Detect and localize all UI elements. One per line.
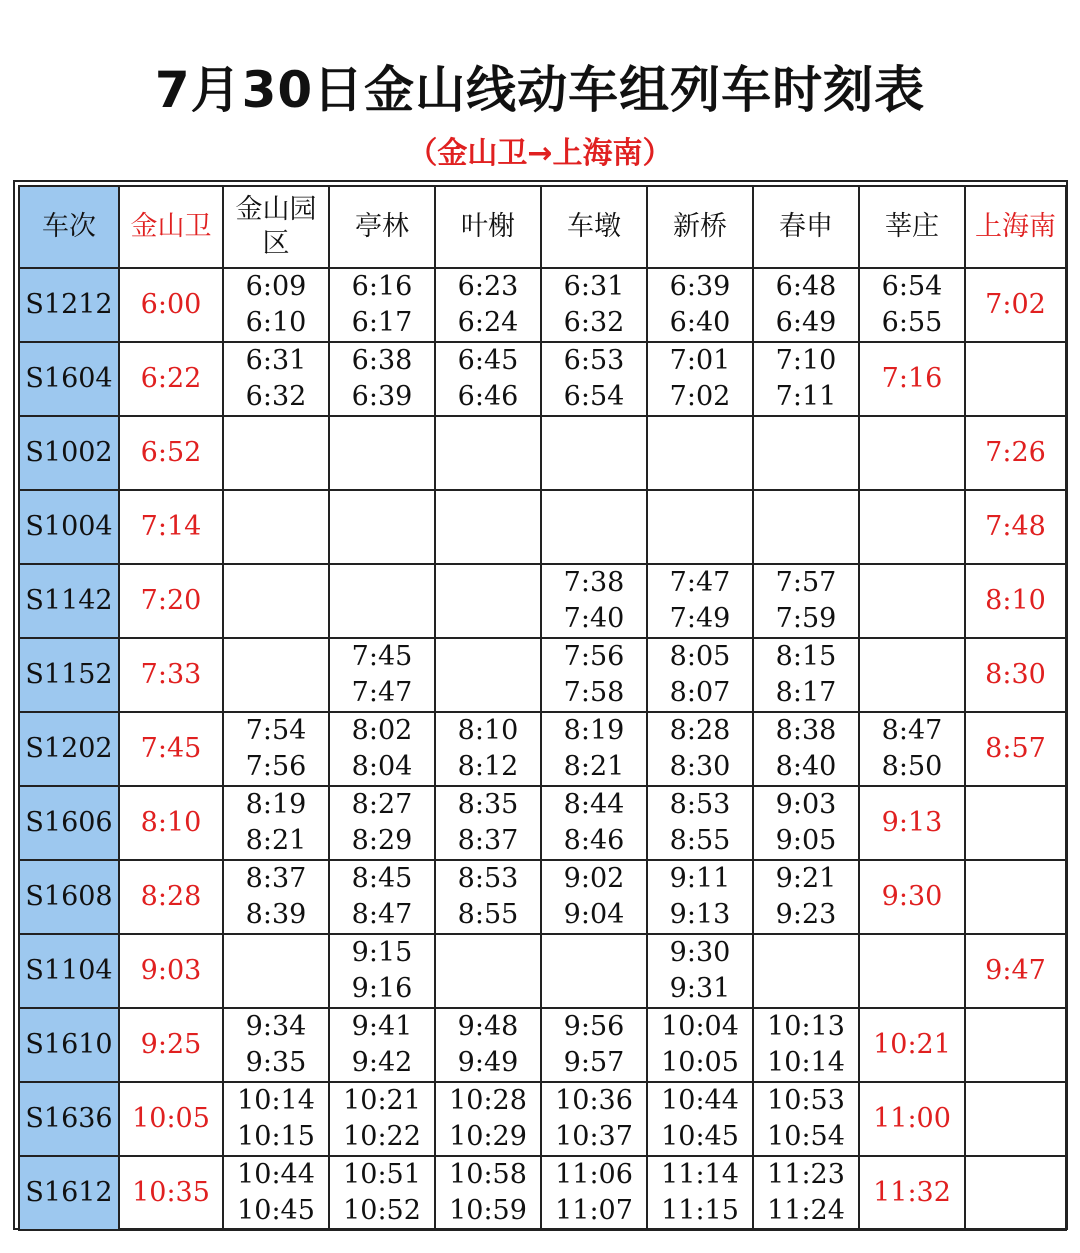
arrival-time: 10:13 [767, 1011, 845, 1042]
header-row [19, 186, 1066, 268]
arrival-time: 8:05 [669, 641, 731, 672]
arrival-time: 6:09 [245, 271, 307, 302]
xinzhuang-terminal-cell: 7:16 [859, 342, 965, 416]
stop-time-cell [329, 564, 435, 638]
jinshanwei-departure-cell: 8:10 [119, 786, 223, 860]
shanghainan-arrival-cell: 9:47 [965, 934, 1066, 1008]
jinshanwei-departure-cell: 7:20 [119, 564, 223, 638]
route-subtitle: （金山卫→上海南） [407, 136, 673, 171]
jinshanwei-departure-cell: 6:22 [119, 342, 223, 416]
stop-time-cell [223, 786, 329, 860]
departure-time: 8:07 [669, 677, 731, 708]
stop-time-cell [435, 268, 541, 342]
arrival-time: 7:01 [669, 345, 731, 376]
shanghainan-arrival-cell [965, 1008, 1066, 1082]
arrival-time: 8:44 [563, 789, 625, 820]
arrival-time: 9:56 [563, 1011, 625, 1042]
stop-time-cell [859, 712, 965, 786]
stop-time-cell [753, 564, 859, 638]
jinshanwei-departure-cell: 8:28 [119, 860, 223, 934]
arrival-time: 9:02 [563, 863, 625, 894]
arrival-time: 9:34 [245, 1011, 307, 1042]
arrival-time: 10:51 [343, 1159, 421, 1190]
shanghainan-arrival-cell [965, 342, 1066, 416]
stop-time-cell [753, 342, 859, 416]
stop-time-cell [859, 934, 965, 1008]
stop-time-cell [223, 712, 329, 786]
xinzhuang-terminal-cell: 10:21 [859, 1008, 965, 1082]
table-row [19, 860, 1066, 934]
stop-time-cell [435, 860, 541, 934]
arrival-time: 7:10 [775, 345, 837, 376]
timetable-body [19, 268, 1066, 1230]
header-yexie: 叶榭 [435, 186, 541, 268]
stop-time-cell [329, 934, 435, 1008]
arrival-time: 10:44 [661, 1085, 739, 1116]
shanghainan-arrival-cell [965, 1082, 1066, 1156]
stop-time-cell [223, 564, 329, 638]
departure-time: 9:57 [563, 1047, 625, 1078]
table-row [19, 564, 1066, 638]
arrival-time: 9:30 [669, 937, 731, 968]
shanghainan-arrival-cell: 8:30 [965, 638, 1066, 712]
arrival-time: 8:28 [669, 715, 731, 746]
departure-time: 9:31 [669, 973, 731, 1004]
departure-time: 9:05 [775, 825, 837, 856]
stop-time-cell [541, 786, 647, 860]
stop-time-cell [541, 1156, 647, 1230]
arrival-time: 8:35 [457, 789, 519, 820]
table-row [19, 268, 1066, 342]
stop-time-cell [753, 860, 859, 934]
xinzhuang-terminal-cell: 11:32 [859, 1156, 965, 1230]
train-number-cell: S1202 [19, 712, 119, 786]
stop-time-cell [541, 342, 647, 416]
xinzhuang-terminal-cell: 9:13 [859, 786, 965, 860]
stop-time-cell [541, 638, 647, 712]
stop-time-cell [647, 268, 753, 342]
train-number-cell: S1612 [19, 1156, 119, 1230]
jinshanwei-departure-cell: 9:03 [119, 934, 223, 1008]
shanghainan-arrival-cell [965, 786, 1066, 860]
departure-time: 7:49 [669, 603, 731, 634]
stop-time-cell [435, 1156, 541, 1230]
departure-time: 10:37 [555, 1121, 633, 1152]
table-row [19, 786, 1066, 860]
shanghainan-arrival-cell [965, 1156, 1066, 1230]
stop-time-cell [647, 1082, 753, 1156]
arrival-time: 9:11 [669, 863, 731, 894]
departure-time: 6:17 [351, 307, 413, 338]
departure-time: 11:07 [555, 1195, 633, 1226]
arrival-time: 7:47 [669, 567, 731, 598]
arrival-time: 8:02 [351, 715, 413, 746]
departure-time: 11:15 [661, 1195, 739, 1226]
departure-time: 9:49 [457, 1047, 519, 1078]
departure-time: 8:55 [669, 825, 731, 856]
timetable-frame [13, 180, 1068, 1230]
stop-time-cell [647, 1008, 753, 1082]
departure-time: 8:21 [563, 751, 625, 782]
stop-time-cell [541, 934, 647, 1008]
departure-time: 6:55 [881, 307, 943, 338]
arrival-time: 6:45 [457, 345, 519, 376]
stop-time-cell [753, 1082, 859, 1156]
stop-time-cell [647, 786, 753, 860]
table-row [19, 416, 1066, 490]
stop-time-cell [541, 490, 647, 564]
arrival-time: 10:36 [555, 1085, 633, 1116]
stop-time-cell [223, 1082, 329, 1156]
departure-time: 8:29 [351, 825, 413, 856]
arrival-time: 10:28 [449, 1085, 527, 1116]
jinshanwei-departure-cell: 7:45 [119, 712, 223, 786]
stop-time-cell [753, 490, 859, 564]
train-number-cell: S1002 [19, 416, 119, 490]
arrival-time: 6:16 [351, 271, 413, 302]
header-jinshanwei: 金山卫 [119, 186, 223, 268]
departure-time: 6:24 [457, 307, 519, 338]
stop-time-cell [647, 860, 753, 934]
stop-time-cell [223, 638, 329, 712]
table-row [19, 712, 1066, 786]
arrival-time: 6:39 [669, 271, 731, 302]
stop-time-cell [647, 1156, 753, 1230]
stop-time-cell [647, 416, 753, 490]
stop-time-cell [223, 934, 329, 1008]
arrival-time: 9:48 [457, 1011, 519, 1042]
departure-time: 10:22 [343, 1121, 421, 1152]
departure-time: 8:50 [881, 751, 943, 782]
shanghainan-arrival-cell [965, 860, 1066, 934]
departure-time: 9:42 [351, 1047, 413, 1078]
arrival-time: 7:54 [245, 715, 307, 746]
departure-time: 10:59 [449, 1195, 527, 1226]
stop-time-cell [859, 416, 965, 490]
arrival-time: 6:38 [351, 345, 413, 376]
stop-time-cell [647, 490, 753, 564]
header-jinshan-industrial-park: 金山园区 [223, 186, 329, 268]
arrival-time: 6:54 [881, 271, 943, 302]
table-row [19, 934, 1066, 1008]
departure-time: 10:45 [237, 1195, 315, 1226]
departure-time: 9:23 [775, 899, 837, 930]
stop-time-cell [435, 416, 541, 490]
departure-time: 10:54 [767, 1121, 845, 1152]
shanghainan-arrival-cell: 8:10 [965, 564, 1066, 638]
departure-time: 7:40 [563, 603, 625, 634]
arrival-time: 8:37 [245, 863, 307, 894]
stop-time-cell [859, 268, 965, 342]
arrival-time: 11:14 [661, 1159, 739, 1190]
stop-time-cell [753, 638, 859, 712]
departure-time: 6:46 [457, 381, 519, 412]
stop-time-cell [753, 416, 859, 490]
header-tinglin: 亭林 [329, 186, 435, 268]
stop-time-cell [435, 1082, 541, 1156]
stop-time-cell [223, 860, 329, 934]
stop-time-cell [223, 490, 329, 564]
stop-time-cell [329, 1008, 435, 1082]
departure-time: 7:58 [563, 677, 625, 708]
departure-time: 8:40 [775, 751, 837, 782]
departure-time: 8:12 [457, 751, 519, 782]
header-xinzhuang: 莘庄 [859, 186, 965, 268]
arrival-time: 8:19 [563, 715, 625, 746]
table-row [19, 1008, 1066, 1082]
shanghainan-arrival-cell: 7:26 [965, 416, 1066, 490]
arrival-time: 6:31 [563, 271, 625, 302]
stop-time-cell [435, 1008, 541, 1082]
departure-time: 11:24 [767, 1195, 845, 1226]
departure-time: 7:47 [351, 677, 413, 708]
departure-time: 8:39 [245, 899, 307, 930]
arrival-time: 8:47 [881, 715, 943, 746]
jinshanwei-departure-cell: 6:52 [119, 416, 223, 490]
stop-time-cell [753, 268, 859, 342]
xinzhuang-terminal-cell: 9:30 [859, 860, 965, 934]
departure-time: 7:59 [775, 603, 837, 634]
header-train-number: 车次 [19, 186, 119, 268]
arrival-time: 8:38 [775, 715, 837, 746]
stop-time-cell [223, 342, 329, 416]
stop-time-cell [541, 416, 647, 490]
departure-time: 10:52 [343, 1195, 421, 1226]
departure-time: 9:13 [669, 899, 731, 930]
departure-time: 8:30 [669, 751, 731, 782]
stop-time-cell [329, 638, 435, 712]
arrival-time: 7:57 [775, 567, 837, 598]
train-number-cell: S1004 [19, 490, 119, 564]
departure-time: 6:32 [245, 381, 307, 412]
stop-time-cell [329, 342, 435, 416]
header-shanghainan: 上海南 [965, 186, 1066, 268]
stop-time-cell [753, 1008, 859, 1082]
departure-time: 10:45 [661, 1121, 739, 1152]
departure-time: 7:11 [775, 381, 837, 412]
stop-time-cell [541, 712, 647, 786]
departure-time: 9:35 [245, 1047, 307, 1078]
train-number-cell: S1212 [19, 268, 119, 342]
train-number-cell: S1608 [19, 860, 119, 934]
stop-time-cell [329, 268, 435, 342]
departure-time: 8:17 [775, 677, 837, 708]
arrival-time: 10:44 [237, 1159, 315, 1190]
table-row [19, 1082, 1066, 1156]
departure-time: 6:40 [669, 307, 731, 338]
table-row [19, 1156, 1066, 1230]
arrival-time: 6:53 [563, 345, 625, 376]
departure-time: 8:55 [457, 899, 519, 930]
stop-time-cell [223, 1156, 329, 1230]
stop-time-cell [647, 342, 753, 416]
stop-time-cell [859, 490, 965, 564]
departure-time: 6:49 [775, 307, 837, 338]
train-number-cell: S1142 [19, 564, 119, 638]
stop-time-cell [435, 712, 541, 786]
shanghainan-arrival-cell: 8:57 [965, 712, 1066, 786]
departure-time: 6:54 [563, 381, 625, 412]
train-number-cell: S1152 [19, 638, 119, 712]
departure-time: 6:32 [563, 307, 625, 338]
table-row [19, 490, 1066, 564]
departure-time: 9:16 [351, 973, 413, 1004]
stop-time-cell [753, 712, 859, 786]
header-xinqiao: 新桥 [647, 186, 753, 268]
stop-time-cell [223, 416, 329, 490]
stop-time-cell [859, 638, 965, 712]
stop-time-cell [329, 1156, 435, 1230]
departure-time: 8:21 [245, 825, 307, 856]
arrival-time: 6:23 [457, 271, 519, 302]
stop-time-cell [753, 786, 859, 860]
xinzhuang-terminal-cell: 11:00 [859, 1082, 965, 1156]
departure-time: 7:56 [245, 751, 307, 782]
stop-time-cell [753, 934, 859, 1008]
departure-time: 10:05 [661, 1047, 739, 1078]
stop-time-cell [647, 934, 753, 1008]
arrival-time: 8:27 [351, 789, 413, 820]
departure-time: 8:47 [351, 899, 413, 930]
jinshanwei-departure-cell: 9:25 [119, 1008, 223, 1082]
stop-time-cell [223, 268, 329, 342]
stop-time-cell [329, 786, 435, 860]
stop-time-cell [541, 268, 647, 342]
arrival-time: 7:38 [563, 567, 625, 598]
arrival-time: 7:56 [563, 641, 625, 672]
train-number-cell: S1636 [19, 1082, 119, 1156]
arrival-time: 7:45 [351, 641, 413, 672]
header-chunshen: 春申 [753, 186, 859, 268]
arrival-time: 6:31 [245, 345, 307, 376]
train-number-cell: S1104 [19, 934, 119, 1008]
arrival-time: 10:14 [237, 1085, 315, 1116]
arrival-time: 6:48 [775, 271, 837, 302]
arrival-time: 9:21 [775, 863, 837, 894]
arrival-time: 8:53 [457, 863, 519, 894]
arrival-time: 10:21 [343, 1085, 421, 1116]
stop-time-cell [435, 638, 541, 712]
table-row [19, 638, 1066, 712]
shanghainan-arrival-cell: 7:48 [965, 490, 1066, 564]
stop-time-cell [329, 490, 435, 564]
departure-time: 8:04 [351, 751, 413, 782]
arrival-time: 10:58 [449, 1159, 527, 1190]
train-number-cell: S1610 [19, 1008, 119, 1082]
stop-time-cell [329, 1082, 435, 1156]
page-title: 7月30日金山线动车组列车时刻表 [154, 61, 926, 119]
shanghainan-arrival-cell: 7:02 [965, 268, 1066, 342]
stop-time-cell [329, 860, 435, 934]
stop-time-cell [647, 564, 753, 638]
jinshanwei-departure-cell: 10:35 [119, 1156, 223, 1230]
arrival-time: 8:45 [351, 863, 413, 894]
stop-time-cell [435, 564, 541, 638]
arrival-time: 10:53 [767, 1085, 845, 1116]
header-chedun: 车墩 [541, 186, 647, 268]
stop-time-cell [541, 1008, 647, 1082]
arrival-time: 8:19 [245, 789, 307, 820]
departure-time: 8:37 [457, 825, 519, 856]
jinshanwei-departure-cell: 7:33 [119, 638, 223, 712]
departure-time: 10:14 [767, 1047, 845, 1078]
arrival-time: 9:15 [351, 937, 413, 968]
arrival-time: 10:04 [661, 1011, 739, 1042]
stop-time-cell [647, 712, 753, 786]
stop-time-cell [435, 490, 541, 564]
departure-time: 8:46 [563, 825, 625, 856]
stop-time-cell [435, 786, 541, 860]
stop-time-cell [435, 342, 541, 416]
departure-time: 10:29 [449, 1121, 527, 1152]
arrival-time: 8:15 [775, 641, 837, 672]
departure-time: 6:39 [351, 381, 413, 412]
stop-time-cell [541, 860, 647, 934]
stop-time-cell [541, 1082, 647, 1156]
departure-time: 7:02 [669, 381, 731, 412]
stop-time-cell [753, 1156, 859, 1230]
train-number-cell: S1604 [19, 342, 119, 416]
table-row [19, 342, 1066, 416]
stop-time-cell [541, 564, 647, 638]
arrival-time: 11:06 [555, 1159, 633, 1190]
departure-time: 9:04 [563, 899, 625, 930]
departure-time: 10:15 [237, 1121, 315, 1152]
arrival-time: 8:53 [669, 789, 731, 820]
train-number-cell: S1606 [19, 786, 119, 860]
arrival-time: 11:23 [767, 1159, 845, 1190]
stop-time-cell [329, 416, 435, 490]
jinshanwei-departure-cell: 10:05 [119, 1082, 223, 1156]
arrival-time: 9:41 [351, 1011, 413, 1042]
arrival-time: 8:10 [457, 715, 519, 746]
jinshanwei-departure-cell: 6:00 [119, 268, 223, 342]
stop-time-cell [435, 934, 541, 1008]
stop-time-cell [329, 712, 435, 786]
arrival-time: 9:03 [775, 789, 837, 820]
departure-time: 6:10 [245, 307, 307, 338]
stop-time-cell [859, 564, 965, 638]
timetable [18, 185, 1067, 1231]
stop-time-cell [223, 1008, 329, 1082]
jinshanwei-departure-cell: 7:14 [119, 490, 223, 564]
stop-time-cell [647, 638, 753, 712]
